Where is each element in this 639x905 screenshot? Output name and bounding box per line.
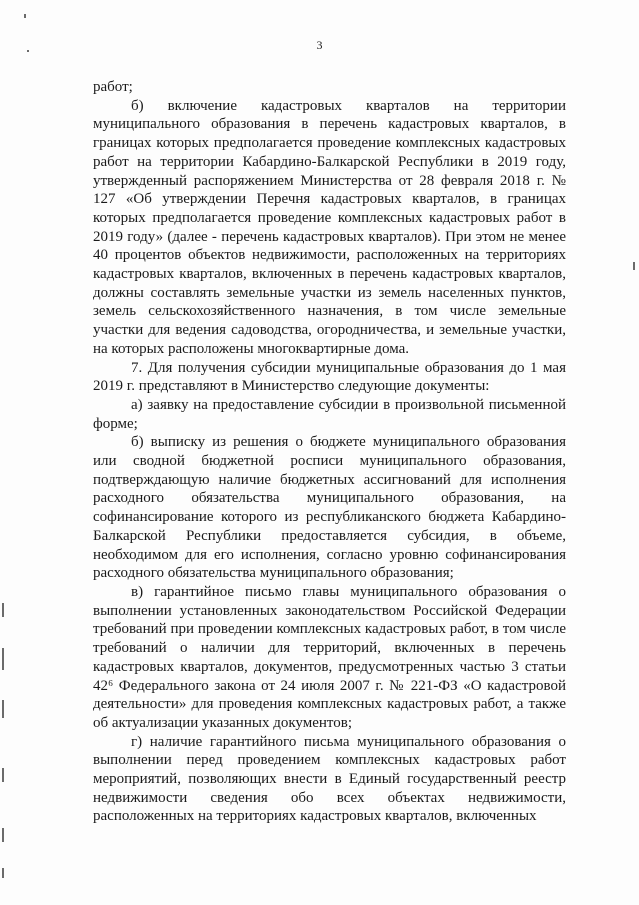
scan-speck (2, 768, 4, 782)
paragraph-item-v-garantiynoe-pismo: в) гарантийное письмо главы муниципального образования о выполнении установленных законодательством Российской Федерации требований при проведении комплексных кадастровых работ, в том числе требований о наличии для территорий, включенных в перечень кадастровых кварталов, документов, предусмотренных частью 3 статьи 42⁶ Федерального закона от 24 июля 2007 г. № 221-ФЗ «О кадастровой деятельности» для проведения комплексных кадастровых работ, а также об актуализации указанных документов; (93, 583, 566, 731)
paragraph-section-7: 7. Для получения субсидии муниципальные образования до 1 мая 2019 г. представляют в Министерство следующие документы: (93, 359, 566, 395)
page-number: 3 (316, 38, 323, 52)
paragraph-item-a-zayavka: а) заявку на предоставление субсидии в произвольной письменной форме; (93, 396, 566, 432)
paragraph-continuation: работ; (93, 79, 133, 95)
scan-speck (633, 262, 635, 270)
paragraph-item-b-kadastrovye-kvartaly: б) включение кадастровых кварталов на территории муниципального образования в перечень кадастровых кварталов, в границах которых предполагается проведение комплексных кадастровых работ на территории Кабардино-Балкарской Республики в 2019 году, утвержденный распоряжением Министерства от 28 февраля 2018 г. № 127 «Об утверждении Перечня кадастровых кварталов, в границах которых предполагается проведение комплексных кадастровых работ в 2019 году» (далее - перечень кадастровых кварталов). При этом не менее 40 процентов объектов недвижимости, расположенных на территориях кадастровых кварталов, включенных в перечень кадастровых кварталов, должны составлять земельные участки из земель населенных пунктов, земель сельскохозяйственного назначения, в том числе земельные участки для ведения садоводства, огородничества, и земельные участки, на которых расположены многоквартирные дома. (93, 97, 566, 357)
document-body (93, 78, 566, 826)
scan-speck (2, 648, 4, 670)
scan-speck (2, 828, 4, 842)
scan-speck (24, 14, 26, 18)
paragraph-item-g-garantiynoe-pismo: г) наличие гарантийного письма муниципального образования о выполнении перед проведением комплексных кадастровых работ мероприятий, позволяющих внести в Единый государственный реестр недвижимости сведения обо всех объектах недвижимости, расположенных на территориях кадастровых кварталов, включенных (93, 733, 566, 825)
scan-speck (2, 868, 4, 878)
paragraph-item-b-vypiska: б) выписку из решения о бюджете муниципального образования или сводной бюджетной росписи муниципального образования, подтверждающую наличие бюджетных ассигнований для исполнения расходного обязательства муниципального образования, на софинансирование которого из республиканского бюджета Кабардино-Балкарской Республики предоставляется субсидия, в объеме, необходимом для его исполнения, согласно уровню софинансирования расходного обязательства муниципального образования; (93, 434, 566, 582)
scan-speck (2, 603, 4, 617)
scan-speck (2, 700, 4, 718)
